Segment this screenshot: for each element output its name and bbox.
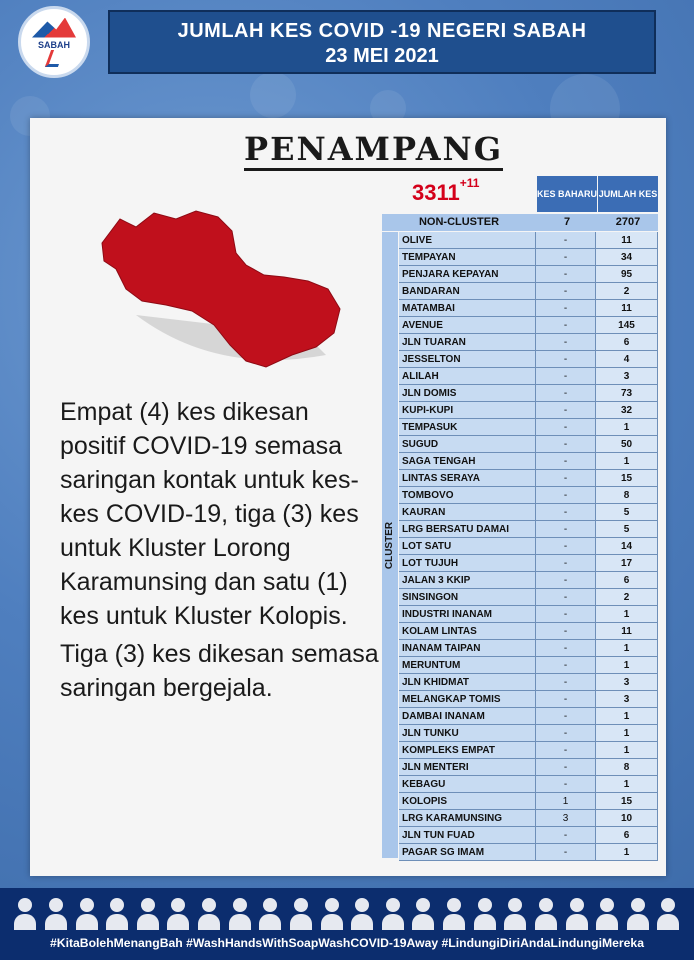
cell-new: - <box>536 589 596 606</box>
table-row <box>399 793 658 810</box>
person-icon <box>76 898 98 930</box>
person-icon <box>14 898 36 930</box>
cell-name: INANAM TAIPAN <box>399 640 536 657</box>
cell-name: JLN DOMIS <box>399 385 536 402</box>
person-icon <box>443 898 465 930</box>
person-icon <box>106 898 128 930</box>
table-row <box>399 555 658 572</box>
cell-new: - <box>536 725 596 742</box>
table-row <box>399 844 658 861</box>
cell-name: SAGA TENGAH <box>399 453 536 470</box>
cell-total: 8 <box>596 759 658 776</box>
table-row <box>399 538 658 555</box>
cell-total: 1 <box>596 657 658 674</box>
cell-new: - <box>536 742 596 759</box>
cell-name: ALILAH <box>399 368 536 385</box>
header-banner <box>108 10 656 74</box>
cell-new: - <box>536 300 596 317</box>
cluster-label-text: CLUSTER <box>384 521 396 569</box>
table-row <box>399 606 658 623</box>
cell-name: LRG BERSATU DAMAI <box>399 521 536 538</box>
person-icon <box>504 898 526 930</box>
non-cluster-label: NON-CLUSTER <box>418 216 500 228</box>
cell-new: - <box>536 419 596 436</box>
table-row <box>399 266 658 283</box>
cell-new: - <box>536 640 596 657</box>
table-row <box>399 759 658 776</box>
cell-name: JLN TUN FUAD <box>399 827 536 844</box>
cell-name: PENJARA KEPAYAN <box>399 266 536 283</box>
person-icon <box>137 898 159 930</box>
cell-total: 10 <box>596 810 658 827</box>
cell-name: MELANGKAP TOMIS <box>399 691 536 708</box>
non-cluster-row <box>382 214 658 231</box>
cell-total: 15 <box>596 470 658 487</box>
cell-total: 3 <box>596 674 658 691</box>
cell-new: - <box>536 283 596 300</box>
cell-name: INDUSTRI INANAM <box>399 606 536 623</box>
table-row <box>399 708 658 725</box>
cell-name: OLIVE <box>399 232 536 249</box>
cell-name: TEMPASUK <box>399 419 536 436</box>
table-row <box>399 436 658 453</box>
cell-new: - <box>536 385 596 402</box>
virus-decoration <box>250 72 296 118</box>
mountain-logo-icon <box>32 18 76 38</box>
table-row <box>399 351 658 368</box>
cell-new: 1 <box>536 793 596 810</box>
logo-text: SABAH <box>37 39 70 50</box>
table-row <box>399 657 658 674</box>
cell-total: 145 <box>596 317 658 334</box>
cell-name: SUGUD <box>399 436 536 453</box>
people-illustration <box>10 894 684 930</box>
cell-total: 4 <box>596 351 658 368</box>
penampang-map-icon <box>96 205 346 375</box>
cell-new: - <box>536 521 596 538</box>
header-date: 23 MEI 2021 <box>325 45 439 67</box>
cell-total: 3 <box>596 368 658 385</box>
cell-total: 1 <box>596 725 658 742</box>
table-row <box>399 470 658 487</box>
cell-new: - <box>536 232 596 249</box>
person-icon <box>474 898 496 930</box>
cell-name: LINTAS SERAYA <box>399 470 536 487</box>
cell-new: - <box>536 351 596 368</box>
cell-new: 3 <box>536 810 596 827</box>
person-icon <box>535 898 557 930</box>
person-icon <box>566 898 588 930</box>
cell-new: - <box>536 827 596 844</box>
non-cluster-total: 2707 <box>615 216 641 228</box>
cell-new: - <box>536 487 596 504</box>
cell-total: 11 <box>596 300 658 317</box>
cell-name: KOMPLEKS EMPAT <box>399 742 536 759</box>
table-row <box>399 385 658 402</box>
person-icon <box>412 898 434 930</box>
table-row <box>399 283 658 300</box>
table-row <box>399 487 658 504</box>
district-title: PENAMPANG <box>244 130 503 171</box>
cell-total: 1 <box>596 844 658 861</box>
cell-name: KAURAN <box>399 504 536 521</box>
cell-total: 50 <box>596 436 658 453</box>
cell-total: 1 <box>596 419 658 436</box>
cell-total: 73 <box>596 385 658 402</box>
description-para1: Empat (4) kes dikesan positif COVID-19 semasa saringan kontak untuk kes-kes COVID-19, tiga (3) kes untuk Kluster Lorong Karamunsing dan satu (1) kes untuk Kluster Kolopis. <box>60 398 359 630</box>
cell-name: BANDARAN <box>399 283 536 300</box>
cell-total: 1 <box>596 742 658 759</box>
cell-total: 15 <box>596 793 658 810</box>
person-icon <box>290 898 312 930</box>
cell-total: 1 <box>596 453 658 470</box>
table-row <box>399 317 658 334</box>
person-icon <box>167 898 189 930</box>
cell-total: 8 <box>596 487 658 504</box>
cell-total: 3 <box>596 691 658 708</box>
cell-name: LRG KARAMUNSING <box>399 810 536 827</box>
table-row <box>399 334 658 351</box>
cell-name: LOT SATU <box>399 538 536 555</box>
total-cases <box>412 176 480 206</box>
person-icon <box>198 898 220 930</box>
cell-new: - <box>536 368 596 385</box>
table-row <box>399 674 658 691</box>
cell-new: - <box>536 657 596 674</box>
footer-hashtags: #KitaBolehMenangBah #WashHandsWithSoapWashCOVID-19Away #LindungiDiriAndaLindungiMereka <box>50 936 644 950</box>
header-title: JUMLAH KES COVID -19 NEGERI SABAH <box>177 20 587 42</box>
cell-total: 6 <box>596 827 658 844</box>
person-icon <box>229 898 251 930</box>
table-row <box>399 504 658 521</box>
cell-name: LOT TUJUH <box>399 555 536 572</box>
cell-total: 14 <box>596 538 658 555</box>
table-row <box>399 623 658 640</box>
cell-name: KUPI-KUPI <box>399 402 536 419</box>
table-row <box>399 742 658 759</box>
total-cases-value: 3311 <box>412 180 460 205</box>
table-row <box>399 521 658 538</box>
cell-new: - <box>536 844 596 861</box>
table-row <box>399 453 658 470</box>
table-row <box>399 402 658 419</box>
cell-total: 5 <box>596 504 658 521</box>
cell-new: - <box>536 606 596 623</box>
cell-name: KOLAM LINTAS <box>399 623 536 640</box>
person-icon <box>627 898 649 930</box>
table-row <box>399 691 658 708</box>
table-row <box>399 589 658 606</box>
cluster-side-label <box>382 232 398 858</box>
cell-new: - <box>536 504 596 521</box>
cell-name: JLN TUNKU <box>399 725 536 742</box>
cell-new: - <box>536 555 596 572</box>
cell-name: SINSINGON <box>399 589 536 606</box>
cell-name: PAGAR SG IMAM <box>399 844 536 861</box>
cell-total: 2 <box>596 589 658 606</box>
cell-name: JLN TUARAN <box>399 334 536 351</box>
cell-total: 32 <box>596 402 658 419</box>
cell-name: JALAN 3 KKIP <box>399 572 536 589</box>
cell-new: - <box>536 470 596 487</box>
table-row <box>399 419 658 436</box>
person-icon <box>351 898 373 930</box>
cell-total: 2 <box>596 283 658 300</box>
cell-name: JLN MENTERI <box>399 759 536 776</box>
cell-new: - <box>536 691 596 708</box>
table-row <box>399 640 658 657</box>
cell-total: 1 <box>596 606 658 623</box>
cell-new: - <box>536 334 596 351</box>
cell-new: - <box>536 266 596 283</box>
table-row <box>399 827 658 844</box>
cell-new: - <box>536 249 596 266</box>
cell-total: 5 <box>596 521 658 538</box>
cell-total: 6 <box>596 334 658 351</box>
sabah-logo <box>18 6 90 78</box>
person-icon <box>657 898 679 930</box>
non-cluster-new: 7 <box>563 216 571 228</box>
cell-new: - <box>536 538 596 555</box>
cell-total: 6 <box>596 572 658 589</box>
cell-name: AVENUE <box>399 317 536 334</box>
person-icon <box>596 898 618 930</box>
cluster-table <box>399 232 658 861</box>
table-row <box>399 572 658 589</box>
table-row <box>399 249 658 266</box>
table-row <box>399 725 658 742</box>
column-header-total: JUMLAH KES <box>598 176 658 212</box>
cell-name: TOMBOVO <box>399 487 536 504</box>
person-icon <box>259 898 281 930</box>
cell-new: - <box>536 759 596 776</box>
description-para2: Tiga (3) kes dikesan semasa saringan bergejala. <box>60 640 379 702</box>
cell-name: DAMBAI INANAM <box>399 708 536 725</box>
table-row <box>399 232 658 249</box>
cell-total: 11 <box>596 232 658 249</box>
person-icon <box>382 898 404 930</box>
cell-new: - <box>536 674 596 691</box>
cell-total: 11 <box>596 623 658 640</box>
cell-new: - <box>536 317 596 334</box>
table-row <box>399 368 658 385</box>
table-row <box>399 776 658 793</box>
cell-new: - <box>536 453 596 470</box>
cell-name: MERUNTUM <box>399 657 536 674</box>
cell-new: - <box>536 623 596 640</box>
description <box>60 395 380 705</box>
cell-total: 17 <box>596 555 658 572</box>
cell-name: KOLOPIS <box>399 793 536 810</box>
cell-new: - <box>536 436 596 453</box>
cell-total: 1 <box>596 708 658 725</box>
cell-name: TEMPAYAN <box>399 249 536 266</box>
cell-name: KEBAGU <box>399 776 536 793</box>
cell-new: - <box>536 708 596 725</box>
cell-name: MATAMBAI <box>399 300 536 317</box>
person-icon <box>321 898 343 930</box>
cell-total: 95 <box>596 266 658 283</box>
swoosh-icon <box>44 50 63 67</box>
cell-new: - <box>536 776 596 793</box>
total-cases-increase: +11 <box>459 176 480 190</box>
cell-name: JESSELTON <box>399 351 536 368</box>
cell-name: JLN KHIDMAT <box>399 674 536 691</box>
cell-new: - <box>536 402 596 419</box>
cell-total: 1 <box>596 640 658 657</box>
cell-total: 1 <box>596 776 658 793</box>
footer-banner <box>0 888 694 960</box>
column-header-new: KES BAHARU <box>537 176 597 212</box>
cell-total: 34 <box>596 249 658 266</box>
table-row <box>399 300 658 317</box>
cell-new: - <box>536 572 596 589</box>
person-icon <box>45 898 67 930</box>
table-row <box>399 810 658 827</box>
